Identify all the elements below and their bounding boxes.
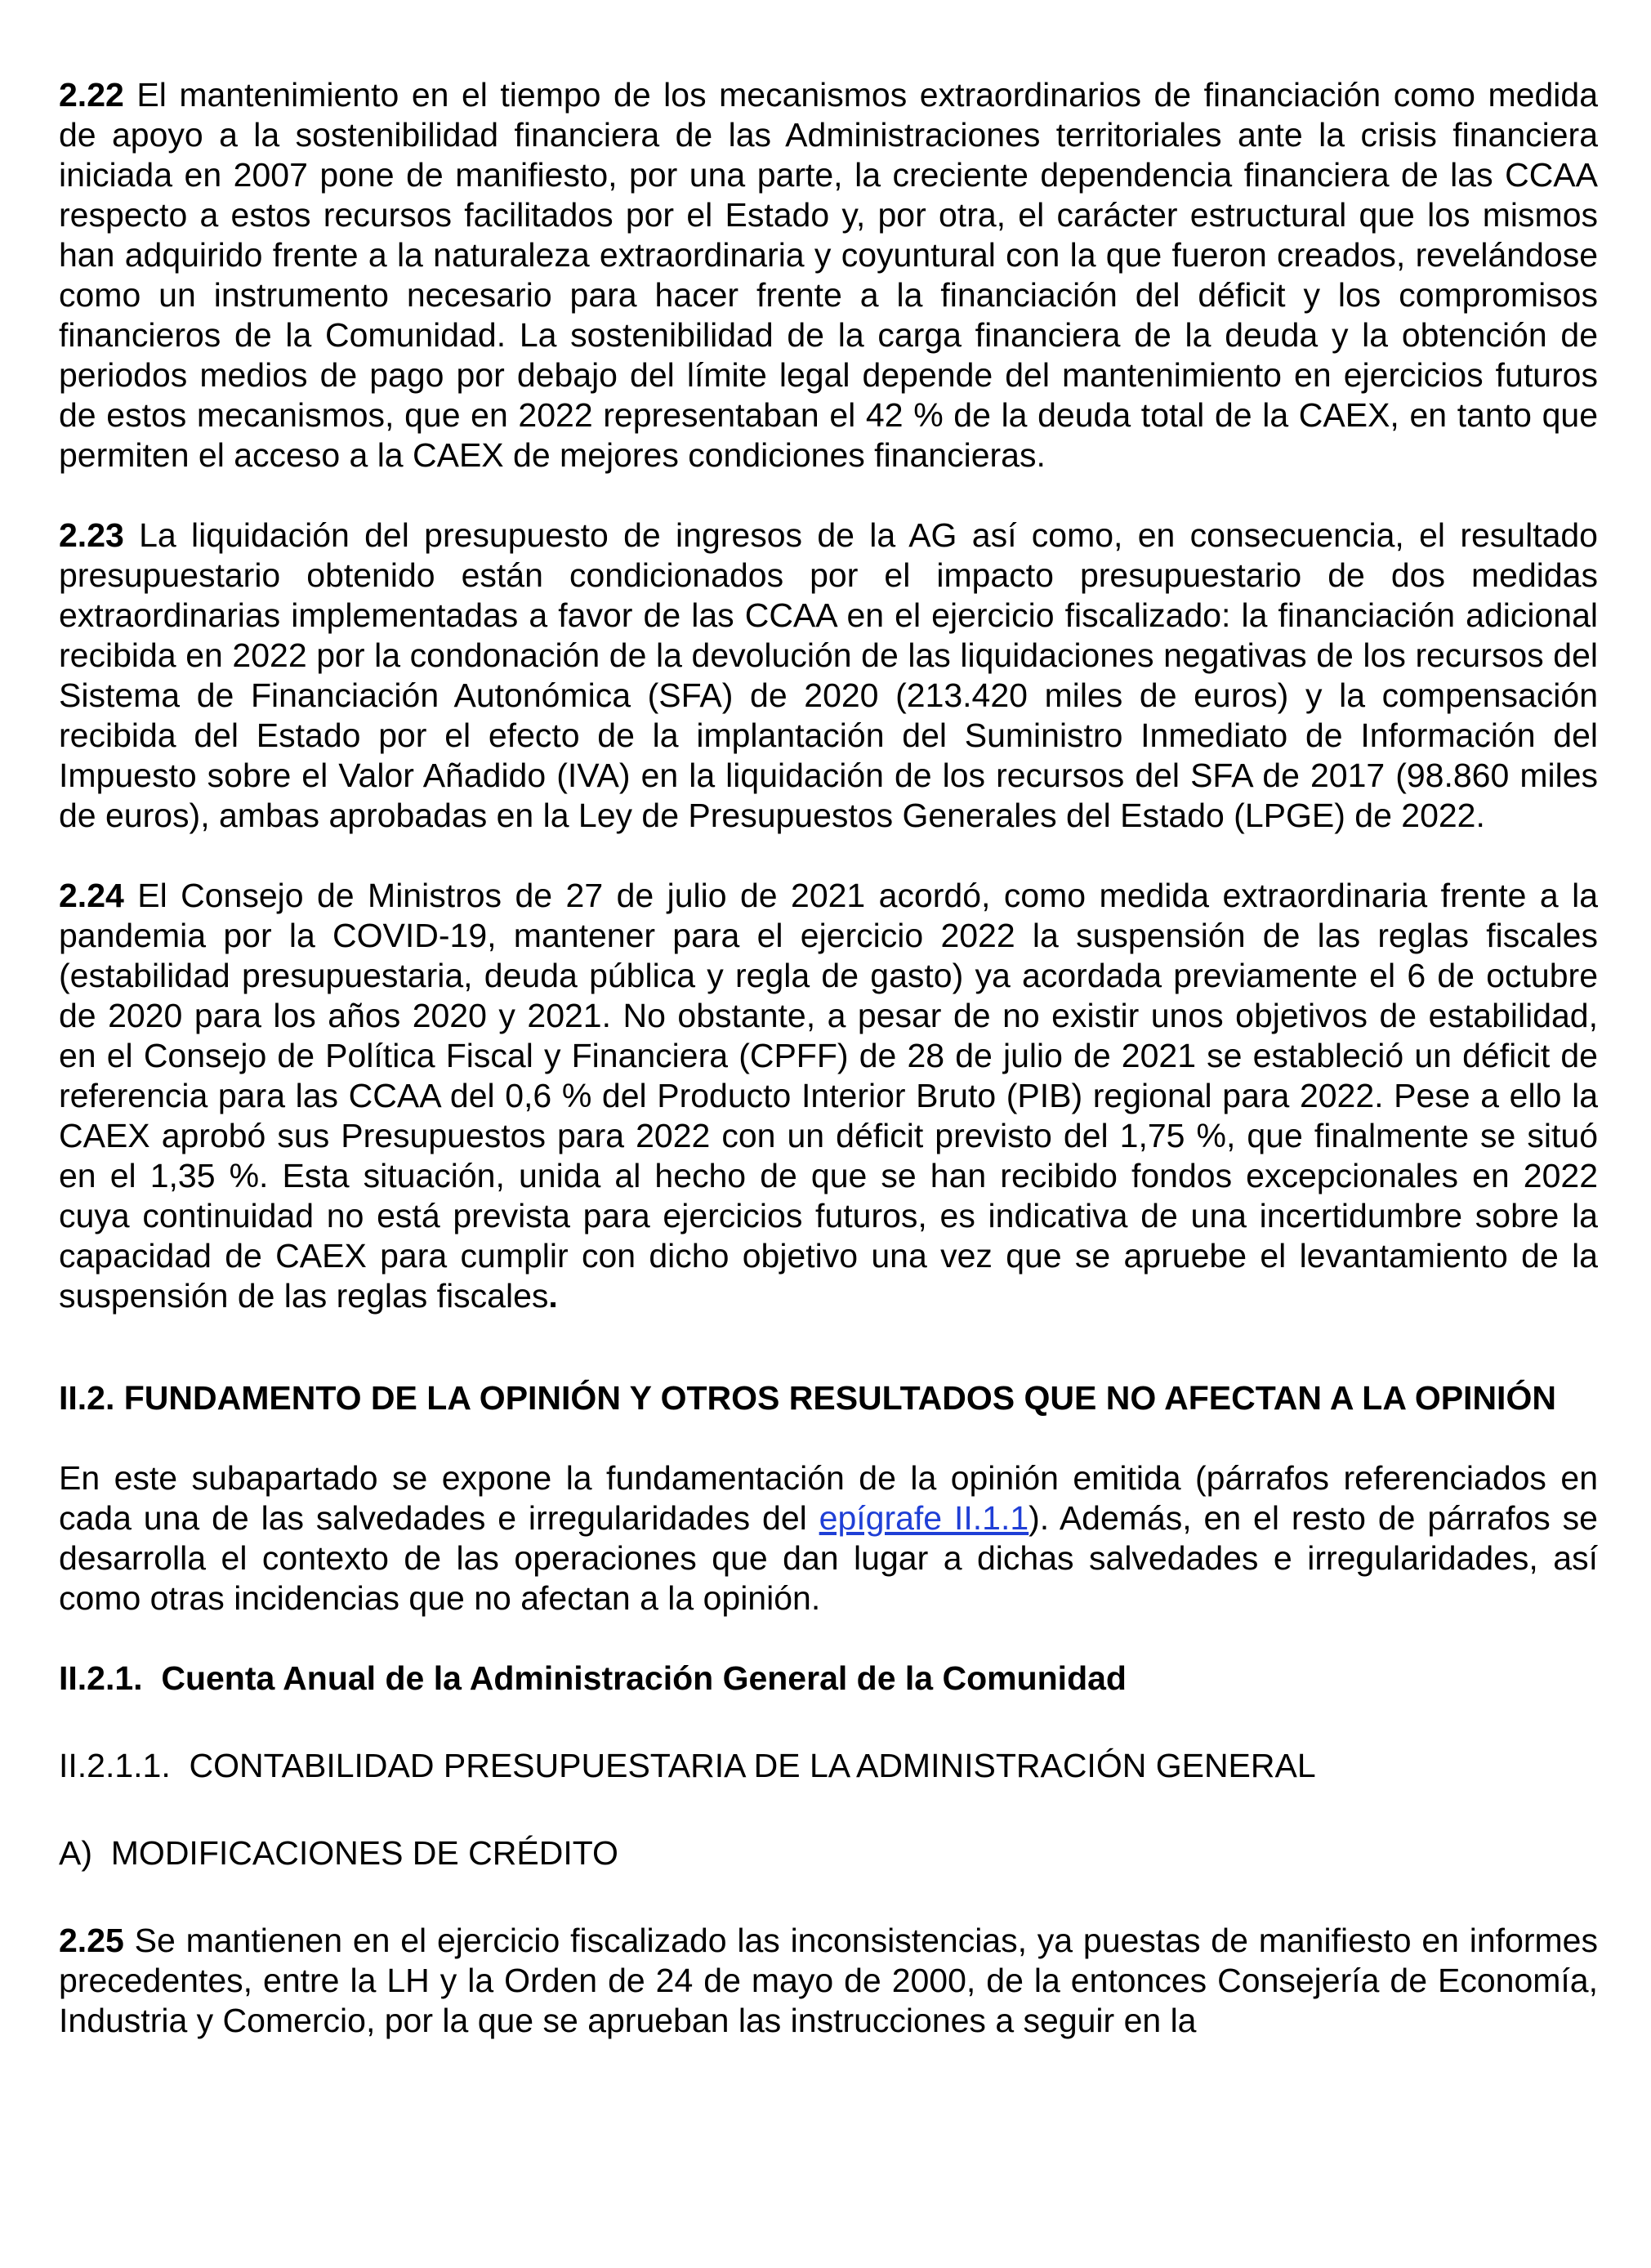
spacer	[59, 1356, 1598, 1378]
paragraph-number: 2.24	[59, 877, 124, 914]
paragraph-number: 2.22	[59, 76, 124, 114]
paragraph-2-24	[59, 876, 1598, 1316]
document-page	[59, 75, 1598, 2041]
paragraph-2-22	[59, 75, 1598, 475]
intro-text-before: En este subapartado se expone la fundamentación de la opinión emitida (párrafos referenciados en cada una de las salvedades e irregularidades del	[59, 1459, 1598, 1537]
epigrafe-link[interactable]: epígrafe II.1.1	[819, 1499, 1029, 1537]
paragraph-number: 2.25	[59, 1922, 124, 1959]
paragraph-text: La liquidación del presupuesto de ingresos de la AG así como, en consecuencia, el resultado presupuestario obtenido están condicionados por el impacto presupuestario de dos medidas extraordinarias implementadas a favor de las CCAA en el ejercicio fiscalizado: la financiación adicional recibida en 2022 por la condonación de la devolución de las liquidaciones negativas de los recursos del Sistema de Financiación Autonómica (SFA) de 2020 (213.420 miles de euros) y la compensación recibida del Estado por el efecto de la implantación del Suministro Inmediato de Información del Impuesto sobre el Valor Añadido (IVA) en la liquidación de los recursos del SFA de 2017 (98.860 miles de euros), ambas aprobadas en la Ley de Presupuestos Generales del Estado (LPGE) de 2022.	[59, 516, 1598, 834]
paragraph-end: .	[548, 1277, 558, 1315]
paragraph-intro	[59, 1458, 1598, 1618]
subsubsection-heading: II.2.1.1. CONTABILIDAD PRESUPUESTARIA DE LA ADMINISTRACIÓN GENERAL	[59, 1747, 1316, 1784]
paragraph-text: El Consejo de Ministros de 27 de julio de 2021 acordó, como medida extraordinaria frente a la pandemia por la COVID-19, mantener para el ejercicio 2022 la suspensión de las reglas fiscales (estabilidad presupuestaria, deuda pública y regla de gasto) ya acordada previamente el 6 de octubre de 2020 para los años 2020 y 2021. No obstante, a pesar de no existir unos objetivos de estabilidad, en el Consejo de Política Fiscal y Financiera (CPFF) de 28 de julio de 2021 se estableció un déficit de referencia para las CCAA del 0,6 % del Producto Interior Bruto (PIB) regional para 2022. Pese a ello la CAEX aprobó sus Presupuestos para 2022 con un déficit previsto del 1,75 %, que finalmente se situó en el 1,35 %. Esta situación, unida al hecho de que se han recibido fondos excepcionales en 2022 cuya continuidad no está prevista para ejercicios futuros, es indicativa de una incertidumbre sobre la capacidad de CAEX para cumplir con dicho objetivo una vez que se apruebe el levantamiento de la suspensión de las reglas fiscales	[59, 877, 1598, 1315]
subsection-heading: II.2.1. Cuenta Anual de la Administración General de la Comunidad	[59, 1659, 1127, 1697]
lettered-heading: A) MODIFICACIONES DE CRÉDITO	[59, 1834, 618, 1872]
paragraph-text: Se mantienen en el ejercicio fiscalizado las inconsistencias, ya puestas de manifiesto en informes precedentes, entre la LH y la Orden de 24 de mayo de 2000, de la entonces Consejería de Economía, Industria y Comercio, por la que se aprueban las instrucciones a seguir en la	[59, 1922, 1598, 2039]
paragraph-2-25	[59, 1921, 1598, 2041]
paragraph-number: 2.23	[59, 516, 124, 554]
section-heading: II.2. FUNDAMENTO DE LA OPINIÓN Y OTROS RESULTADOS QUE NO AFECTAN A LA OPINIÓN	[59, 1379, 1556, 1417]
paragraph-2-23	[59, 516, 1598, 836]
paragraph-text: El mantenimiento en el tiempo de los mecanismos extraordinarios de financiación como medida de apoyo a la sostenibilidad financiera de las Administraciones territoriales ante la crisis financiera iniciada en 2007 pone de manifiesto, por una parte, la creciente dependencia financiera de las CCAA respecto a estos recursos facilitados por el Estado y, por otra, el carácter estructural que los mismos han adquirido frente a la naturaleza extraordinaria y coyuntural con la que fueron creados, revelándose como un instrumento necesario para hacer frente a la financiación del déficit y los compromisos financieros de la Comunidad. La sostenibilidad de la carga financiera de la deuda y la obtención de periodos medios de pago por debajo del límite legal depende del mantenimiento en ejercicios futuros de estos mecanismos, que en 2022 representaban el 42 % de la deuda total de la CAEX, en tanto que permiten el acceso a la CAEX de mejores condiciones financieras.	[59, 76, 1598, 474]
intro-text-after: ). Además, en el resto de párrafos se desarrolla el contexto de las operaciones que dan lugar a dichas salvedades e irregularidades, así como otras incidencias que no afectan a la opinión.	[59, 1499, 1598, 1617]
